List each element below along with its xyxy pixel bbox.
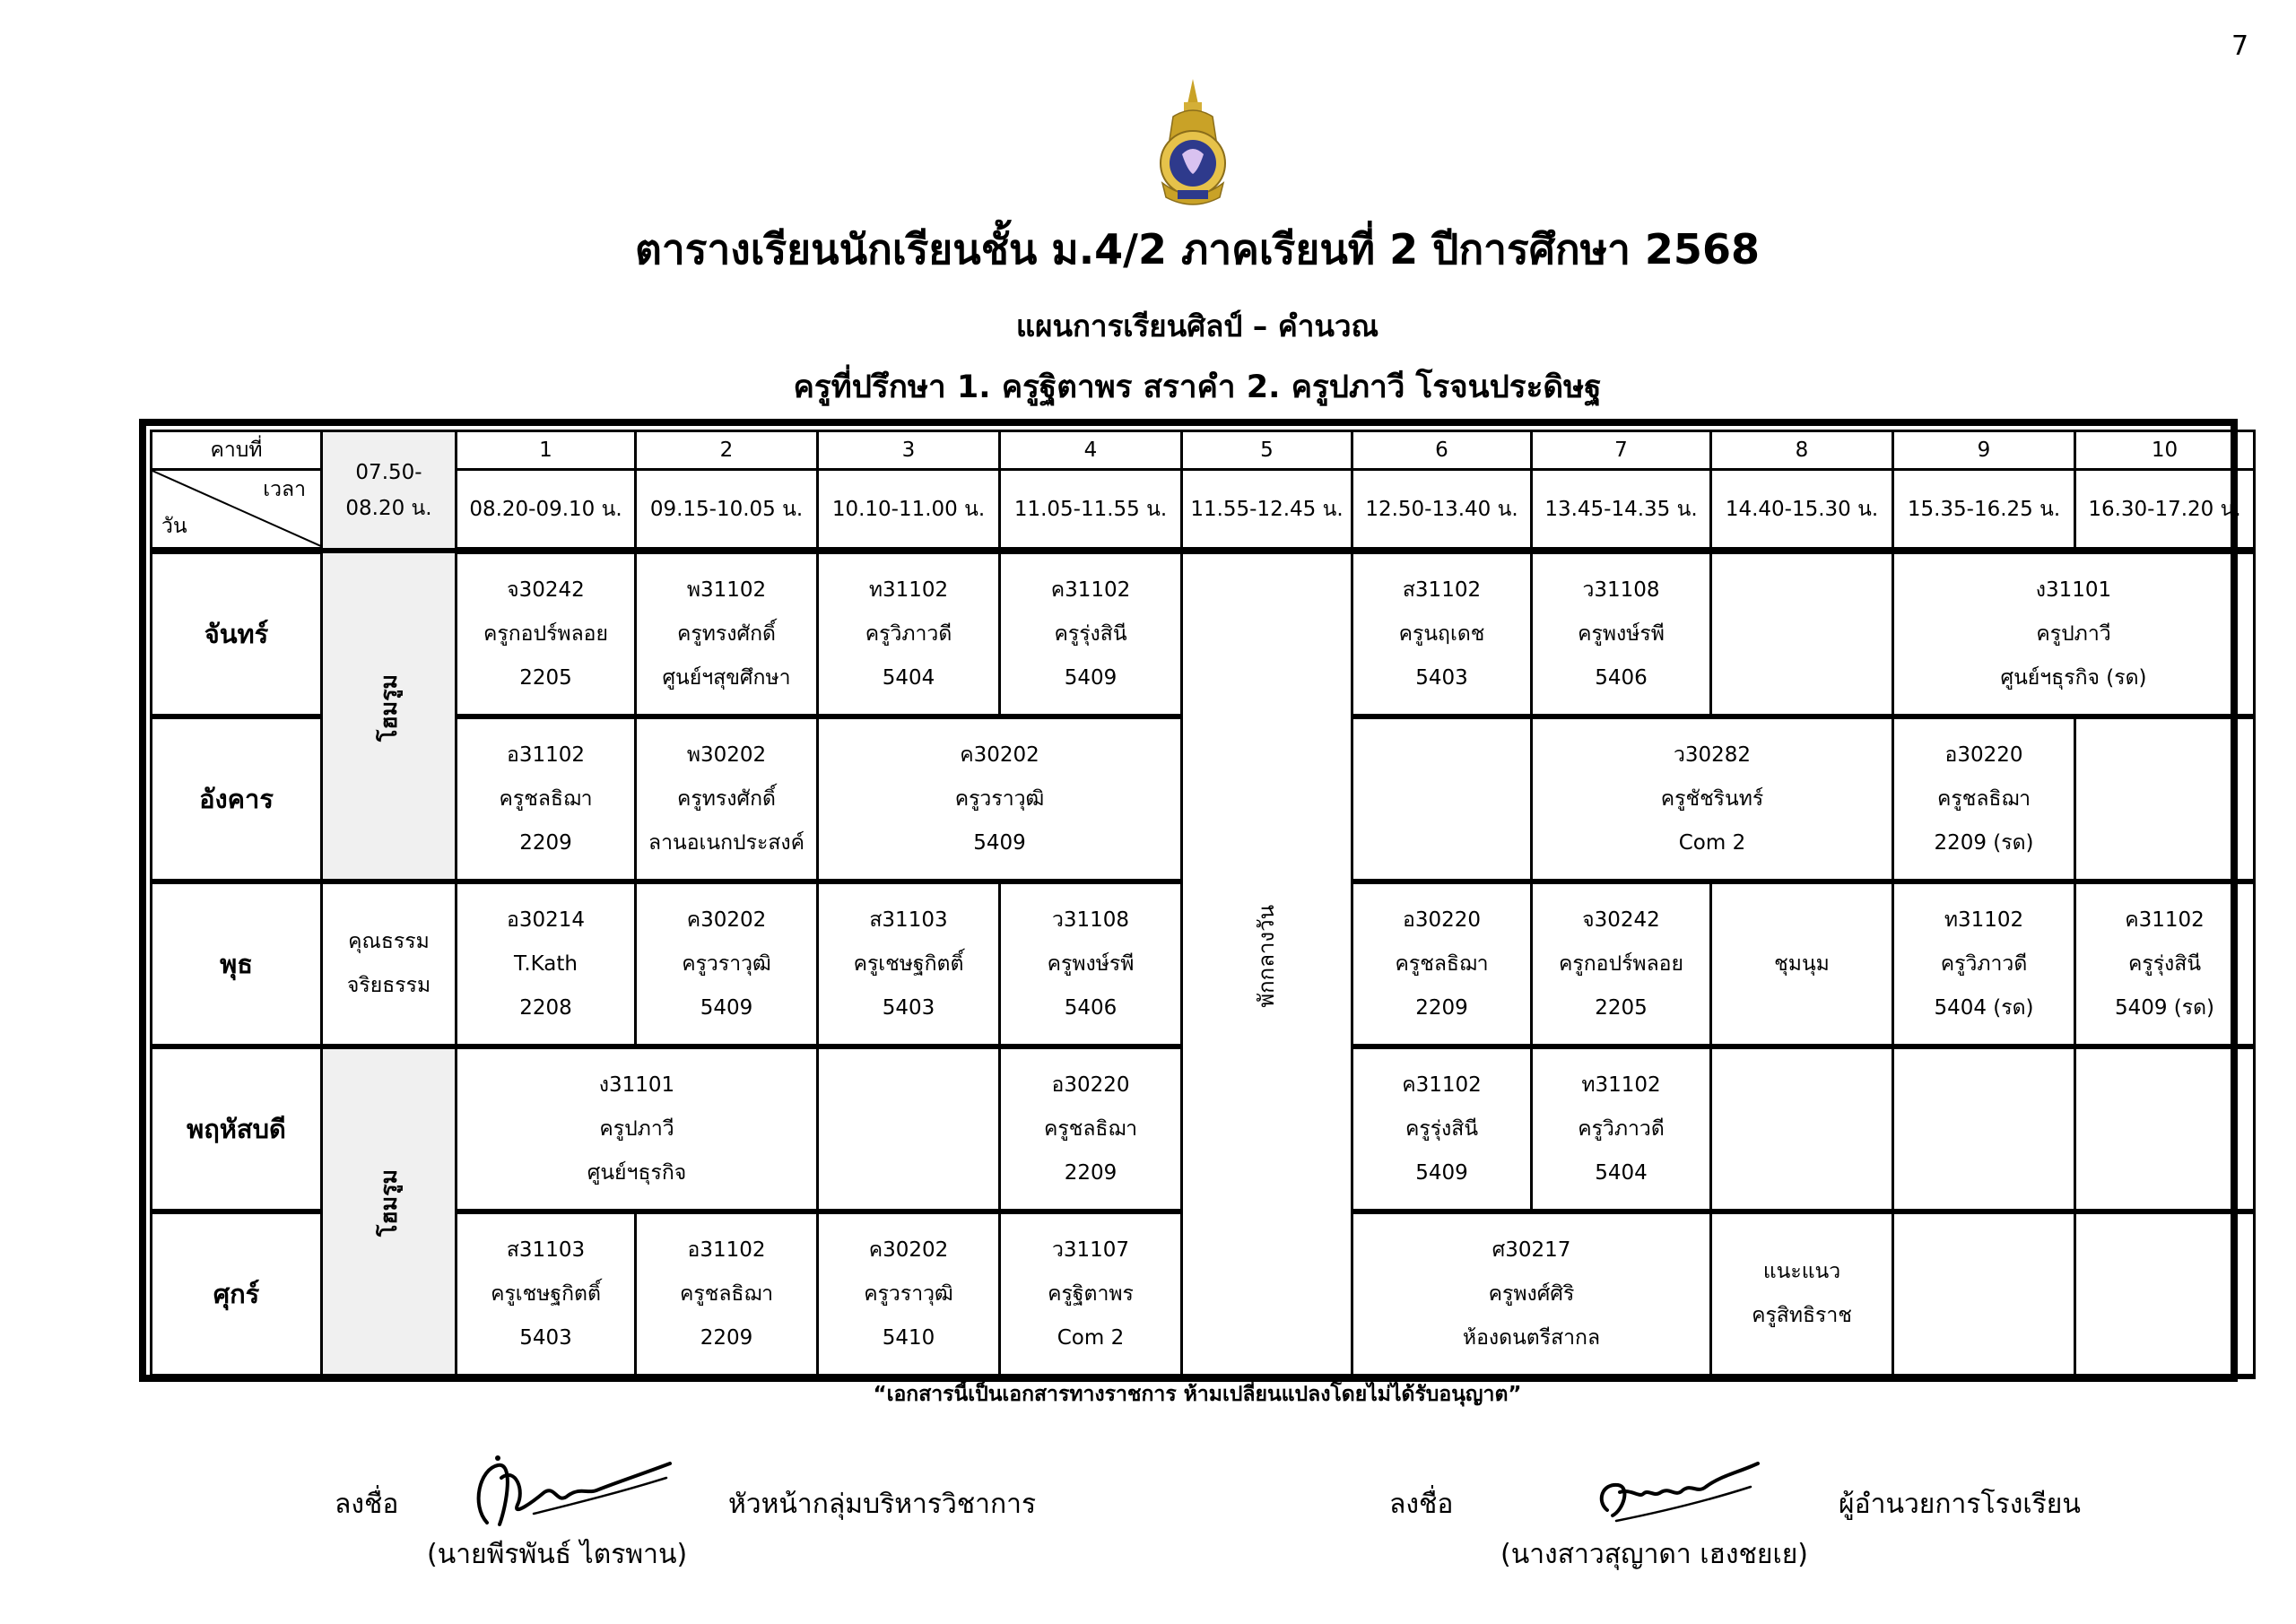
teacher: ครูกอปร์พลอย	[483, 621, 608, 646]
homeroom-label: โฮมรูม	[376, 673, 402, 743]
empty-cell	[2075, 1046, 2255, 1211]
subject-code: อ30220	[1051, 1073, 1130, 1097]
subject-code: ง31101	[598, 1073, 675, 1097]
homeroom-time-cell	[322, 431, 457, 551]
room: 5403	[1415, 665, 1468, 690]
empty-cell	[1893, 1211, 2075, 1376]
time-label: เวลา	[263, 478, 306, 501]
empty-cell	[2075, 716, 2255, 881]
class-cell	[457, 1211, 636, 1376]
period-number: 7	[1532, 431, 1711, 470]
left-sign-label: ลงชื่อ	[335, 1489, 399, 1520]
ethics-cell	[322, 881, 457, 1046]
lunch-break-cell	[1182, 551, 1352, 1376]
subject-code: ท31102	[1944, 908, 2024, 932]
teacher: ครูฐิตาพร	[1048, 1281, 1134, 1306]
subject-code: อ30220	[1403, 908, 1481, 932]
room: 5409	[973, 830, 1026, 855]
period-time: 08.20-09.10 น.	[457, 470, 636, 551]
teacher: ครูวิภาวดี	[865, 621, 952, 646]
period-number: 5	[1182, 431, 1352, 470]
class-cell	[1893, 716, 2075, 881]
class-cell	[636, 551, 818, 716]
subject-code: ค30202	[960, 743, 1039, 767]
subject-code: พ31102	[686, 578, 767, 602]
period-number: 2	[636, 431, 818, 470]
teacher: ครูสิทธิราช	[1752, 1304, 1852, 1327]
room: 2205	[1595, 995, 1648, 1020]
homeroom-cell	[322, 551, 457, 881]
room: Com 2	[1678, 830, 1746, 855]
class-cell	[1893, 881, 2075, 1046]
period-time: 15.35-16.25 น.	[1893, 470, 2075, 551]
period-time: 12.50-13.40 น.	[1352, 470, 1532, 551]
class-cell	[636, 881, 818, 1046]
empty-cell	[1352, 716, 1532, 881]
subject-code: อ30214	[507, 908, 585, 932]
subject-code: จ30242	[1582, 908, 1660, 932]
ethics-label: คุณธรรม	[348, 930, 430, 953]
period-time: 14.40-15.30 น.	[1711, 470, 1893, 551]
room: ลานอเนกประสงค์	[648, 830, 805, 855]
subject-code: ค31102	[2125, 908, 2205, 932]
room: 5406	[1064, 995, 1118, 1020]
class-cell	[818, 881, 1000, 1046]
class-cell	[457, 716, 636, 881]
left-signer-name: (นายพีรพันธ์ ไตรพาน)	[427, 1539, 688, 1570]
teacher: ครูรุ่งสินี	[2127, 951, 2202, 976]
subject-code: ว31107	[1051, 1238, 1130, 1262]
subject-code: ศ30217	[1492, 1238, 1571, 1262]
subject-code: ง31101	[2035, 578, 2112, 602]
subject-code: อ31102	[687, 1238, 766, 1262]
day-row-monday	[152, 551, 2255, 716]
school-emblem-logo	[1148, 77, 1238, 212]
timetable	[150, 430, 2256, 1379]
teacher: ครูวราวุฒิ	[682, 951, 771, 976]
room: 5404 (รด)	[1934, 995, 2034, 1020]
subject-name: แนะแนว	[1762, 1260, 1841, 1283]
teacher: ครูชลธิฌา	[679, 1281, 774, 1306]
subject-code: ท31102	[868, 578, 949, 602]
right-signer-name: (นางสาวสุญาดา เฮงชยเย)	[1500, 1539, 1808, 1570]
page-number: 7	[2231, 30, 2249, 62]
homeroom-time-start: 07.50-	[355, 460, 422, 484]
period-time: 11.55-12.45 น.	[1182, 470, 1352, 551]
class-cell	[1532, 551, 1711, 716]
subject-code: ส31103	[869, 908, 948, 932]
class-cell	[636, 716, 818, 881]
class-cell	[1000, 551, 1182, 716]
class-cell	[818, 716, 1182, 881]
period-number: 4	[1000, 431, 1182, 470]
room: Com 2	[1057, 1325, 1125, 1350]
subject-code: ว31108	[1582, 578, 1660, 602]
teacher: ครูชัชรินทร์	[1660, 786, 1764, 811]
period-time: 16.30-17.20 น.	[2075, 470, 2255, 551]
teacher: ครูวิภาวดี	[1578, 1116, 1665, 1141]
empty-cell	[2075, 1211, 2255, 1376]
teacher: ครูปภาวี	[2036, 621, 2111, 646]
class-cell	[818, 551, 1000, 716]
subject-code: ค31102	[1402, 1073, 1482, 1097]
period-number-row	[152, 431, 2255, 470]
class-cell	[1352, 551, 1532, 716]
period-time: 11.05-11.55 น.	[1000, 470, 1182, 551]
teacher: ครูวราวุฒิ	[954, 786, 1045, 811]
teacher: ครูทรงศักดิ์	[677, 786, 776, 811]
room: ศูนย์ฯธุรกิจ	[587, 1160, 687, 1185]
period-number: 8	[1711, 431, 1893, 470]
subject-code: ค30202	[868, 1238, 949, 1262]
teacher: ครูทรงศักดิ์	[677, 621, 776, 646]
room: 5409	[1415, 1160, 1468, 1185]
teacher: T.Kath	[514, 951, 578, 976]
period-number: 6	[1352, 431, 1532, 470]
room: 5404	[1595, 1160, 1648, 1185]
guidance-cell	[1711, 1211, 1893, 1376]
homeroom-time-end: 08.20 น.	[345, 496, 432, 520]
room: 5409	[700, 995, 753, 1020]
teacher: ครูรุ่งสินี	[1405, 1116, 1479, 1141]
teacher: ครูชลธิฌา	[1395, 951, 1489, 976]
period-number: 10	[2075, 431, 2255, 470]
empty-cell	[1893, 1046, 2075, 1211]
subject-code: พ30202	[686, 743, 767, 767]
right-sign-label: ลงชื่อ	[1389, 1489, 1454, 1520]
room: 2209	[700, 1325, 753, 1350]
class-cell	[1000, 881, 1182, 1046]
period-label: คาบที่	[152, 431, 322, 470]
day-name: จันทร์	[152, 551, 322, 716]
subject-code: ว31108	[1051, 908, 1130, 932]
teacher: ครูพงศ์ศิริ	[1488, 1281, 1575, 1306]
subject-code: จ30242	[507, 578, 585, 602]
room: ห้องดนตรีสากล	[1462, 1325, 1601, 1350]
teacher: ครูปภาวี	[599, 1116, 674, 1141]
subject-code: อ31102	[507, 743, 585, 767]
day-name: ศุกร์	[152, 1211, 322, 1376]
teacher: ครูนฤเดช	[1398, 621, 1485, 646]
room: 2205	[519, 665, 572, 690]
period-time: 10.10-11.00 น.	[818, 470, 1000, 551]
teacher: ครูเชษฐกิตติ์	[853, 951, 964, 976]
class-cell	[818, 1211, 1000, 1376]
room: 5403	[882, 995, 935, 1020]
left-handwritten-signature	[462, 1442, 682, 1541]
homeroom-cell	[322, 1046, 457, 1376]
teacher: ครูรุ่งสินี	[1054, 621, 1127, 646]
room: 5403	[519, 1325, 572, 1350]
class-cell	[1532, 881, 1711, 1046]
class-cell	[1532, 1046, 1711, 1211]
class-cell	[1352, 881, 1532, 1046]
left-signer-position: หัวหน้ากลุ่มบริหารวิชาการ	[728, 1489, 1037, 1520]
day-name: พฤหัสบดี	[152, 1046, 322, 1211]
subject-code: ว30282	[1673, 743, 1752, 767]
class-cell	[1532, 716, 1893, 881]
period-time-row	[152, 470, 2255, 551]
room: 5406	[1595, 665, 1648, 690]
subject-code: ส31103	[506, 1238, 586, 1262]
homeroom-label: โฮมรูม	[376, 1169, 402, 1238]
period-number: 1	[457, 431, 636, 470]
schedule-title: ตารางเรียนนักเรียนชั้น ม.4/2 ภาคเรียนที่ 2 ปีการศึกษา 2568	[635, 225, 1760, 274]
class-cell	[1000, 1046, 1182, 1211]
lunch-break-label: พักกลางวัน	[1254, 904, 1279, 1008]
empty-cell	[1711, 551, 1893, 716]
class-cell	[457, 551, 636, 716]
class-cell	[457, 881, 636, 1046]
subject-code: ส31102	[1402, 578, 1482, 602]
class-cell	[1893, 551, 2255, 716]
right-handwritten-signature	[1589, 1447, 1769, 1537]
teacher: ครูเชษฐกิตติ์	[491, 1281, 601, 1306]
empty-cell	[818, 1046, 1000, 1211]
room: 5404	[882, 665, 935, 690]
advisors-line: ครูที่ปรึกษา 1. ครูฐิตาพร สราคำ 2. ครูปภาวี โรจนประดิษฐ	[793, 369, 1602, 405]
period-number: 9	[1893, 431, 2075, 470]
class-cell	[2075, 881, 2255, 1046]
period-time: 13.45-14.35 น.	[1532, 470, 1711, 551]
right-signer-position: ผู้อำนวยการโรงเรียน	[1839, 1489, 2081, 1520]
program-subtitle: แผนการเรียนศิลป์ – คำนวณ	[1015, 308, 1379, 343]
club-cell: ชุมนุม	[1711, 881, 1893, 1046]
room: ศูนย์ฯสุขศึกษา	[662, 665, 791, 690]
class-cell	[636, 1211, 818, 1376]
room: 2209	[1064, 1160, 1118, 1185]
official-document-notice: “เอกสารนี้เป็นเอกสารทางราชการ ห้ามเปลี่ยนแปลงโดยไม่ได้รับอนุญาต”	[873, 1383, 1522, 1406]
teacher: ครูวราวุฒิ	[864, 1281, 953, 1306]
subject-code: ท31102	[1581, 1073, 1661, 1097]
teacher: ครูชลธิฌา	[1043, 1116, 1138, 1141]
empty-cell	[1711, 1046, 1893, 1211]
teacher: ครูชลธิฌา	[1936, 786, 2031, 811]
subject-code: อ30220	[1944, 743, 2023, 767]
teacher: ครูกอปร์พลอย	[1559, 951, 1683, 976]
subject-code: ค30202	[686, 908, 767, 932]
period-time: 09.15-10.05 น.	[636, 470, 818, 551]
room: 2208	[519, 995, 572, 1020]
day-name: พุธ	[152, 881, 322, 1046]
day-label: วัน	[161, 515, 187, 538]
room: 2209	[519, 830, 572, 855]
room: ศูนย์ฯธุรกิจ (รด)	[2000, 665, 2147, 690]
room: 5410	[882, 1325, 935, 1350]
room: 2209	[1415, 995, 1468, 1020]
teacher: ครูพงษ์รพี	[1578, 621, 1665, 646]
room: 2209 (รด)	[1934, 830, 2034, 855]
class-cell	[457, 1046, 818, 1211]
class-cell	[1352, 1046, 1532, 1211]
teacher: ครูพงษ์รพี	[1047, 951, 1135, 976]
teacher: ครูชลธิฌา	[499, 786, 593, 811]
period-number: 3	[818, 431, 1000, 470]
time-day-diagonal-cell	[152, 470, 322, 551]
teacher: ครูวิภาวดี	[1940, 951, 2028, 976]
room: 5409	[1064, 665, 1118, 690]
class-cell	[1352, 1211, 1711, 1376]
ethics-label: จริยธรรม	[346, 974, 431, 997]
subject-code: ค31102	[1050, 578, 1131, 602]
timetable-frame	[139, 419, 2241, 1382]
class-cell	[1000, 1211, 1182, 1376]
room: 5409 (รด)	[2114, 995, 2215, 1020]
day-name: อังคาร	[152, 716, 322, 881]
